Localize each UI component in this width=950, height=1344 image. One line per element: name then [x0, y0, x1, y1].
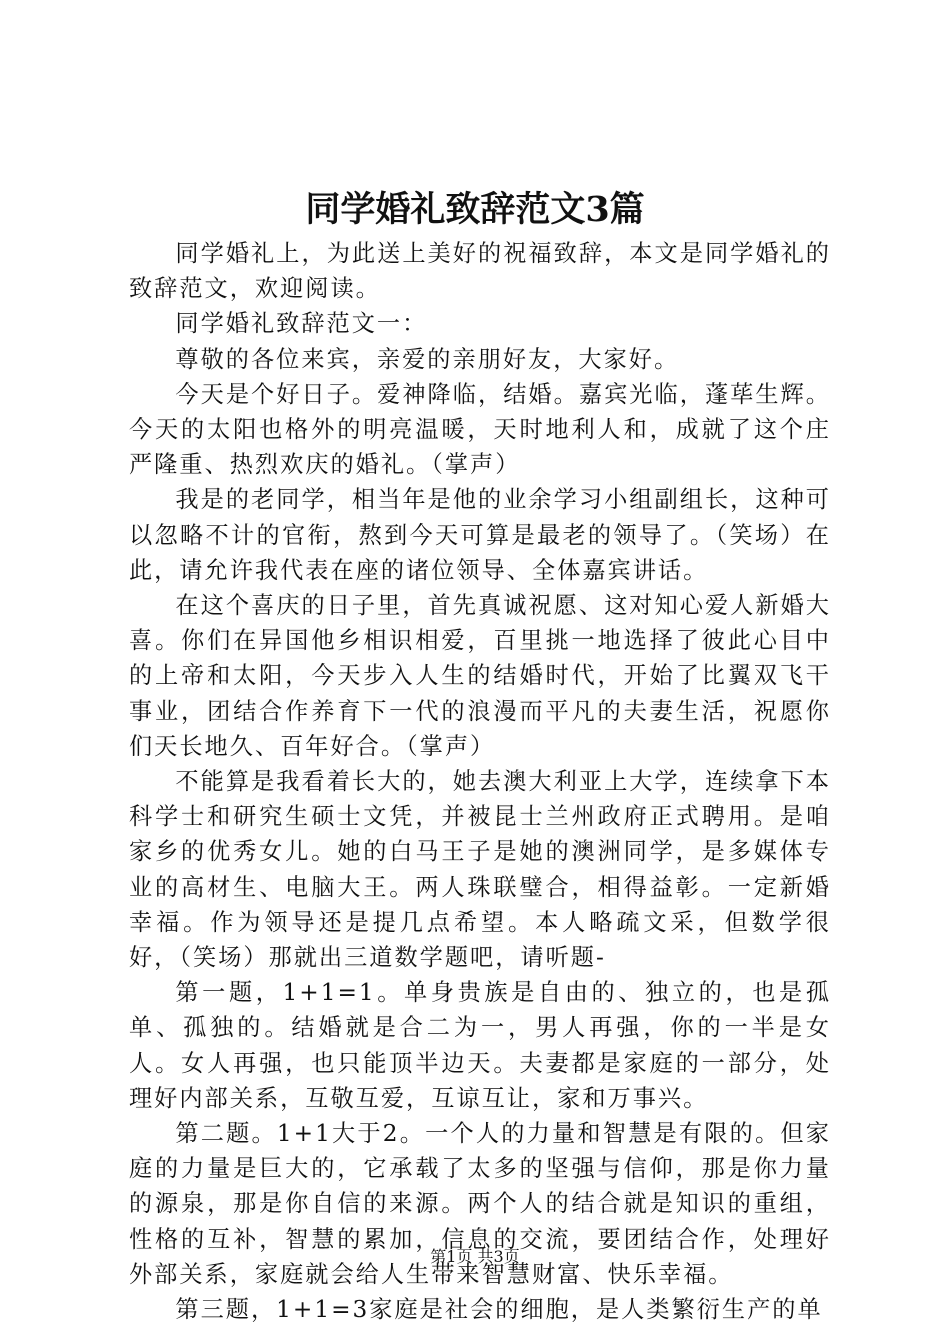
paragraph: 第一题，1+1=1。单身贵族是自由的、独立的，也是孤单、孤独的。结婚就是合二为一，男人再强，你的一半是女人。女人再强，也只能顶半边天。夫妻都是家庭的一部分，处理好内部关系，互敬互爱，互谅互让，家和万事兴。: [129, 979, 831, 1112]
paragraph: 今天是个好日子。爱神降临，结婚。嘉宾光临，蓬荜生辉。今天的太阳也格外的明亮温暖，天时地利人和，成就了这个庄严隆重、热烈欢庆的婚礼。（掌声）: [129, 380, 831, 479]
document-title: 同学婚礼致辞范文3篇: [305, 189, 645, 230]
page-number-footer: 第1页 共3页: [430, 1247, 520, 1266]
paragraph: 同学婚礼上，为此送上美好的祝福致辞，本文是同学婚礼的致辞范文，欢迎阅读。: [129, 240, 831, 303]
paragraph: 在这个喜庆的日子里，首先真诚祝愿、这对知心爱人新婚大喜。你们在异国他乡相识相爱，百里挑一地选择了彼此心目中的上帝和太阳，今天步入人生的结婚时代，开始了比翼双飞干事业，团结合作养育下一代的浪漫而平凡的夫妻生活，祝愿你们天长地久、百年好合。（掌声）: [129, 592, 831, 760]
paragraph: 同学婚礼致辞范文一：: [175, 310, 428, 338]
document-body: [129, 236, 831, 1327]
paragraph: 第三题，1+1=3家庭是社会的细胞，是人类繁衍生产的单: [175, 1296, 823, 1324]
paragraph: 第二题。1+1大于2。一个人的力量和智慧是有限的。但家庭的力量是巨大的，它承载了太多的坚强与信仰，那是你力量的源泉，那是你自信的来源。两个人的结合就是知识的重组，性格的互补，智慧的累加，信息的交流，要团结合作，处理好外部关系，家庭就会给人生带来智慧财富、快乐幸福。: [129, 1120, 831, 1288]
paragraph: 我是的老同学，相当年是他的业余学习小组副组长，这种可以忽略不计的官衔，熬到今天可算是最老的领导了。（笑场）在此，请允许我代表在座的诸位领导、全体嘉宾讲话。: [129, 486, 831, 584]
paragraph: 尊敬的各位来宾，亲爱的亲朋好友，大家好。: [175, 345, 680, 373]
paragraph: 不能算是我看着长大的，她去澳大利亚上大学，连续拿下本科学士和研究生硕士文凭，并被昆士兰州政府正式聘用。是咱家乡的优秀女儿。她的白马王子是她的澳洲同学，是多媒体专业的高材生、电脑大王。两人珠联璧合，相得益彰。一定新婚幸福。作为领导还是提几点希望。本人略疏文采，但数学很好，（笑场）那就出三道数学题吧，请听题-: [129, 768, 831, 972]
